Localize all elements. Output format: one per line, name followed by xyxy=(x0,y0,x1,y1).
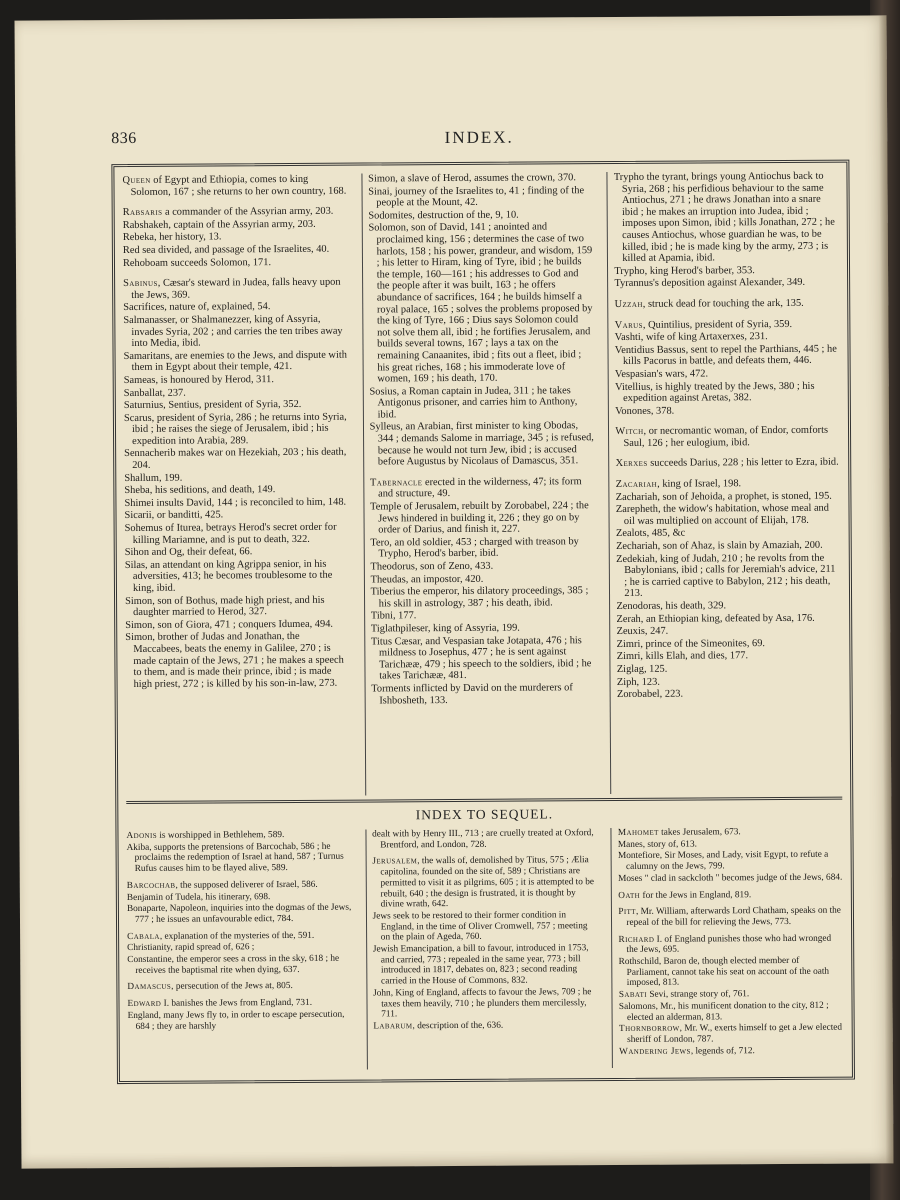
entry-text: Zachariah, son of Jehoida, a prophet, is stoned, 195. xyxy=(615,490,832,503)
index-entry xyxy=(617,625,842,638)
index-entry xyxy=(124,411,349,447)
entry-text: Jewish Emancipation, a bill to favour, introduced in 1753, and carried, 773 ; repealed in the same year, 773 ; bill introduced in 1817, debates on, 823 ; second reading carried in the House of Commons, 832. xyxy=(372,943,589,987)
index-entry xyxy=(617,688,842,701)
entry-text: takes Jerusalem, 673. xyxy=(658,827,741,838)
entry-text: , persecution of the Jews at, 805. xyxy=(171,981,293,993)
index-entry xyxy=(127,954,352,977)
index-entry xyxy=(618,850,843,873)
entry-lead: Tabernacle xyxy=(369,477,423,489)
entry-text: Ventidius Bassus, sent to repel the Parthians, 445 ; he kills Pacorus in battle, and defeats them, 446. xyxy=(614,343,837,368)
index-entry xyxy=(619,1045,844,1057)
index-entry xyxy=(123,244,348,257)
index-entry xyxy=(618,872,843,884)
index-entry xyxy=(618,838,843,850)
index-entry xyxy=(124,471,349,484)
index-entry xyxy=(127,841,352,874)
entry-text: , struck dead for touching the ark, 135. xyxy=(642,297,804,310)
index-entry xyxy=(123,218,348,231)
index-entry xyxy=(368,185,593,210)
entry-lead: Thornborrow xyxy=(618,1023,680,1035)
sequel-index xyxy=(126,827,843,1071)
sequel-column-1 xyxy=(126,830,352,1071)
index-entry xyxy=(616,457,841,470)
entry-text: Sheba, his seditions, and death, 149. xyxy=(124,484,276,497)
index-entry xyxy=(125,546,350,559)
index-entry xyxy=(123,301,348,314)
index-entry xyxy=(370,476,595,501)
entry-text: Salomons, Mr., his munificent donation to the city, 812 ; elected an alderman, 813. xyxy=(618,1000,829,1023)
main-index xyxy=(122,171,842,797)
main-column-3 xyxy=(607,171,842,794)
entry-text: Samaritans, are enemies to the Jews, and dispute with them in Egypt about their temple, 421. xyxy=(123,349,347,374)
entry-text: of Egypt and Ethiopia, comes to king Solomon, 167 ; she returns to her own country, 168. xyxy=(130,173,347,198)
entry-text: Christianity, rapid spread of, 626 ; xyxy=(127,942,255,954)
entry-text: Sodomites, destruction of the, 9, 10. xyxy=(368,209,519,222)
entry-text: Constantine, the emperor sees a cross in the sky, 618 ; he receives the baptismal rite when dying, 637. xyxy=(127,953,340,976)
entry-text: I. banishes the Jews from England, 731. xyxy=(161,998,313,1009)
entry-text: Salmanasser, or Shalmanezzer, king of Assyria, invades Syria, 202 ; and carries the ten tribes away into Media, ibid. xyxy=(123,313,343,350)
entry-lead: Mahomet xyxy=(617,827,659,839)
index-entry xyxy=(125,522,350,547)
index-entry xyxy=(615,298,840,311)
index-entry xyxy=(123,256,348,269)
index-entry xyxy=(370,500,595,536)
index-entry xyxy=(614,264,839,277)
entry-text: Shimei insults David, 144 ; is reconciled to him, 148. xyxy=(124,496,347,509)
index-entry xyxy=(371,635,596,683)
entry-text: for the Jews in England, 819. xyxy=(640,889,752,901)
index-entry xyxy=(125,618,350,631)
index-entry xyxy=(618,933,843,956)
entry-text: , Quintilius, president of Syria, 359. xyxy=(642,318,793,331)
entry-text: , explanation of the mysteries of the, 591. xyxy=(159,930,315,942)
entry-text: Simon, brother of Judas and Jonathan, the Maccabees, beats the enemy in Galilee, 270 ; is made captain of the Jews, 271 ; he makes a speech to them, and is made their prince, ibid ; is made high priest, 272 ; is killed by his son-in-law, 273. xyxy=(125,631,344,690)
entry-text: Sicarii, or banditti, 425. xyxy=(124,509,224,522)
index-entry xyxy=(127,981,352,993)
entry-text: Ziglag, 125. xyxy=(616,663,668,675)
entry-lead: Xerxes xyxy=(615,458,648,470)
index-entry xyxy=(616,612,841,625)
index-entry xyxy=(619,1023,844,1046)
entry-text: , Cæsar's steward in Judea, falls heavy upon the Jews, 369. xyxy=(131,276,341,301)
entry-text: Simon, son of Giora, 471 ; conquers Idumea, 494. xyxy=(125,618,334,631)
index-entry xyxy=(619,989,844,1001)
entry-text: Zimri, prince of the Simeonites, 69. xyxy=(616,637,766,650)
entry-text: , the supposed deliverer of Israel, 586. xyxy=(175,879,318,891)
index-entry xyxy=(124,386,349,399)
index-entry xyxy=(127,998,352,1010)
index-entry xyxy=(615,425,840,450)
entry-text: Sennacherib makes war on Hezekiah, 203 ; his death, 204. xyxy=(124,447,347,472)
entry-lead: Wandering Jews xyxy=(619,1046,691,1057)
entry-lead: Zacariah xyxy=(615,478,658,491)
entry-text: Rothschild, Baron de, though elected member of Parliament, cannot take his seat on account of the oath imposed, 813. xyxy=(618,955,830,989)
index-entry xyxy=(617,675,842,688)
index-entry xyxy=(125,594,350,619)
index-entry xyxy=(371,573,596,586)
entry-text: Shallum, 199. xyxy=(124,472,183,484)
entry-lead: Uzzah xyxy=(614,298,643,310)
main-column-2 xyxy=(361,172,596,795)
entry-text: is worshipped in Bethlehem, 589. xyxy=(156,830,285,841)
index-entry xyxy=(618,906,843,929)
index-entry xyxy=(619,1000,844,1023)
index-entry xyxy=(127,879,352,891)
index-entry xyxy=(370,536,595,561)
index-entry xyxy=(125,631,350,690)
index-entry xyxy=(373,987,598,1020)
entry-text: Simon, a slave of Herod, assumes the crown, 370. xyxy=(368,172,576,185)
index-entry xyxy=(615,343,840,368)
entry-text: Zealots, 485, &c xyxy=(615,528,686,540)
entry-text: Vashti, wife of king Artaxerxes, 231. xyxy=(614,331,768,344)
index-entry xyxy=(371,622,596,635)
index-entry xyxy=(615,368,840,381)
entry-text: Silas, an attendant on king Agrippa senior, in his adversities, 413; he becomes troublesome to the king, ibid. xyxy=(124,558,333,594)
index-entry xyxy=(123,314,348,350)
index-entry xyxy=(127,903,352,926)
entry-lead: Richard xyxy=(618,934,655,945)
entry-text: , the walls of, demolished by Titus, 575 ; Ælia capitolina, founded on the site of, 589 ; Christians are permitted to visit it as pilgrims, 605 ; it is attempted to be rebuilt, 640 ; the design is frustrated, it is thought by divine wrath, 642. xyxy=(380,855,595,910)
entry-text: Tero, an old soldier, 453 ; charged with treason by Trypho, Herod's barber, ibid. xyxy=(370,536,579,560)
sequel-column-3 xyxy=(611,827,844,1068)
entry-text: Montefiore, Sir Moses, and Lady, visit Egypt, to refute a calumny on the Jews, 799. xyxy=(617,850,829,873)
entry-text: Red sea divided, and passage of the Israelites, 40. xyxy=(122,243,330,256)
index-entry xyxy=(369,385,594,421)
entry-lead: Damascus xyxy=(127,982,172,993)
entry-text: John, King of England, affects to favour the Jews, 709 ; he taxes them heavily, 710 ; he plunders them mercilessly, 711. xyxy=(373,987,592,1020)
index-entry xyxy=(614,277,839,290)
entry-text: England, many Jews fly to, in order to escape persecution, 684 ; they are harshly xyxy=(127,1009,345,1032)
entry-text: Jews seek to be restored to their former condition in England, in the time of Oliver Cromwell, 757 ; meeting on the plain of Ageda, 760. xyxy=(372,910,588,943)
entry-text: Akiba, supports the pretensions of Barcochab, 586 ; he proclaims the redemption of Israel at hand, 587 ; Turnus Rufus causes him to be flayed alive, 589. xyxy=(126,841,344,875)
index-entry xyxy=(615,331,840,344)
index-entry xyxy=(617,637,842,650)
index-entry xyxy=(619,956,844,989)
entry-text: , description of the, 636. xyxy=(412,1020,504,1032)
index-entry xyxy=(124,349,349,374)
entry-text: erected in the wilderness, 47; its form and structure, 49. xyxy=(378,476,582,500)
entry-lead: Witch xyxy=(615,426,644,438)
entry-text: Sihon and Og, their defeat, 66. xyxy=(124,546,253,559)
entry-text: Zechariah, son of Ahaz, is slain by Amaziah, 200. xyxy=(616,539,823,553)
entry-text: Zimri, kills Elah, and dies, 177. xyxy=(616,650,749,663)
index-entry xyxy=(125,558,350,594)
index-entry xyxy=(372,856,597,911)
entry-text: Zenodoras, his death, 329. xyxy=(616,600,727,613)
entry-text: Trypho, king Herod's barber, 353. xyxy=(614,264,755,277)
index-entry xyxy=(127,930,352,942)
entry-lead: Edward xyxy=(127,998,162,1010)
entry-text: Tiglathpileser, king of Assyria, 199. xyxy=(370,622,520,635)
index-entry xyxy=(614,171,839,265)
entry-text: Tyrannus's deposition against Alexander, 349. xyxy=(614,277,806,290)
index-entry xyxy=(124,447,349,472)
index-entry xyxy=(123,277,348,302)
index-entry xyxy=(616,478,841,491)
sequel-title: INDEX TO SEQUEL. xyxy=(415,806,554,823)
index-entry xyxy=(127,942,352,954)
entry-text: Bonaparte, Napoleon, inquiries into the dogmas of the Jews, 777 ; he issues an unfavourable edict, 784. xyxy=(126,902,352,925)
entry-text: Manes, story of, 613. xyxy=(617,839,697,850)
entry-text: Rabshakeh, captain of the Assyrian army, 203. xyxy=(122,218,316,231)
entry-text: Theudas, an impostor, 420. xyxy=(370,573,484,586)
index-entry xyxy=(371,682,596,707)
entry-text: Scarus, president of Syria, 286 ; he returns into Syria, ibid ; he raises the siege of Jerusalem, ibid ; his expedition into Arabia, 289. xyxy=(123,411,347,447)
entry-lead: Rabsaris xyxy=(122,206,163,219)
entry-text: Vespasian's wars, 472. xyxy=(614,368,709,380)
index-entry xyxy=(123,231,348,244)
book-page xyxy=(15,15,894,1168)
entry-text: Sevi, strange story of, 761. xyxy=(646,989,750,1000)
entry-text: Sosius, a Roman captain in Judea, 311 ; he takes Antigonus prisoner, and carries him to Anthony, ibid. xyxy=(369,384,578,421)
entry-text: a commander of the Assyrian army, 203. xyxy=(162,205,334,218)
entry-text: Sylleus, an Arabian, first minister to king Obodas, 344 ; demands Salome in marriage, 345 ; is refused, because he would not turn Jew, ibid ; is accused before Augustus by Nicolaus of Damascus, 351. xyxy=(369,420,594,468)
entry-text: Ziph, 123. xyxy=(616,676,660,688)
entry-text: Sameas, is honoured by Herod, 311. xyxy=(123,374,274,386)
entry-text: Moses " clad in sackcloth " becomes judge of the Jews, 684. xyxy=(618,872,843,884)
entry-lead: Pitt xyxy=(618,907,636,918)
entry-text: Torments inflicted by David on the murderers of Ishbosheth, 133. xyxy=(371,682,573,706)
entry-lead: Sabati xyxy=(618,989,648,1001)
index-entry xyxy=(371,610,596,623)
index-entry xyxy=(128,1009,353,1032)
entry-text: Sohemus of Iturea, betrays Herod's secret order for killing Mariamne, and is put to death, 322. xyxy=(124,521,337,546)
entry-text: Sanballat, 237. xyxy=(123,387,186,399)
entry-lead: Cabala xyxy=(127,931,160,942)
entry-text: Sinai, journey of the Israelites to, 41 ; finding of the people at the Mount, 42. xyxy=(368,184,585,209)
index-entry xyxy=(616,600,841,613)
index-entry xyxy=(368,172,593,185)
page-number: 836 xyxy=(111,129,137,148)
entry-text: Zarepheth, the widow's habitation, whose meal and oil was multiplied on account of Elijah, 178. xyxy=(615,502,829,527)
entry-text: , or necromantic woman, of Endor, comforts Saul, 126 ; her eulogium, ibid. xyxy=(623,424,829,449)
sequel-column-2 xyxy=(365,828,598,1069)
entry-text: Rebeka, her history, 13. xyxy=(122,231,222,244)
entry-text: Trypho the tyrant, brings young Antiochus back to Syria, 268 ; his perfidious behaviour to the same Antiochus, 271 ; he draws Jonathan into a snare ibid ; he makes an irruption into Judea, ibid ; imposes upon Simon, ibid ; kills Jonathan, 272 ; he causes Antiochus, whose guardian he was, to be killed, ibid ; he is made king by the army, 273 ; is killed at Apamia, ibid. xyxy=(613,170,835,265)
index-entry xyxy=(615,318,840,331)
page-title: INDEX. xyxy=(444,127,514,148)
index-entry xyxy=(618,827,843,839)
main-column-1 xyxy=(122,174,350,797)
entry-text: Vonones, 378. xyxy=(615,405,675,417)
entry-text: , legends of, 712. xyxy=(690,1045,755,1057)
index-entry xyxy=(124,484,349,497)
index-entry xyxy=(122,174,347,199)
index-entry xyxy=(616,503,841,528)
entry-text: Tibni, 177. xyxy=(370,610,417,622)
entry-text: Simon, son of Bothus, made high priest, and his daughter married to Herod, 327. xyxy=(125,594,325,619)
index-entry xyxy=(368,209,593,222)
entry-text: Vitellius, is highly treated by the Jews, 380 ; his expedition against Aretas, 382. xyxy=(615,380,815,405)
entry-text: Zeuxis, 247. xyxy=(616,625,669,638)
entry-text: succeeds Darius, 228 ; his letter to Ezra, ibid. xyxy=(647,457,839,470)
index-entry xyxy=(370,560,595,573)
entry-lead: Varus xyxy=(614,319,643,331)
page-header xyxy=(111,124,847,154)
index-entry xyxy=(616,527,841,540)
entry-text: Rehoboam succeeds Solomon, 171. xyxy=(122,256,272,269)
index-entry xyxy=(370,421,595,469)
entry-lead: Barcochab xyxy=(126,880,176,891)
section-divider xyxy=(126,797,842,804)
entry-text: Solomon, son of David, 141 ; anointed and proclaimed king, 156 ; determines the case of two harlots, 158 ; his power, grandeur, and wisdom, 159 ; his letter to Hiram, king of Tyre, ibid ; he builds the temple, 160—161 ; his addresses to God and the people after it was built, 163 ; he offers abundance of sacrifices, 164 ; he builds himself a royal palace, 165 ; solves the problems proposed by the king of Tyre, 166 ; Dius says Solomon could not solve them all, ibid ; he fortifies Jerusalem, and builds several towns, 167 ; lays a tax on the remaining Canaanites, ibid ; fits out a fleet, ibid ; his great riches, 168 ; his immoderate love of women, 169 ; his death, 170. xyxy=(368,221,593,385)
index-entry xyxy=(373,943,598,987)
entry-text: Zedekiah, king of Judah, 210 ; he revolts from the Babylonians, ibid ; calls for Jeremiah's advice, 211 ; he is carried captive to Babylon, 212 ; his death, 213. xyxy=(616,552,836,600)
index-entry xyxy=(127,891,352,903)
entry-text: , king of Israel, 198. xyxy=(657,478,742,490)
index-entry xyxy=(616,552,841,600)
entry-text: , Mr. W., exerts himself to get a Jew elected sheriff of London, 787. xyxy=(627,1022,843,1045)
index-entry xyxy=(617,650,842,663)
entry-text: Tiberius the emperor, his dilatory proceedings, 385 ; his skill in astrology, 387 ; his death, ibid. xyxy=(370,585,589,610)
entry-lead: Labarum xyxy=(373,1021,413,1032)
index-entry xyxy=(615,404,840,417)
entry-text: Theodorus, son of Zeno, 433. xyxy=(370,560,494,573)
entry-text: Sacrifices, nature of, explained, 54. xyxy=(123,301,271,314)
entry-lead: Jerusalem xyxy=(372,856,418,867)
entry-text: Temple of Jerusalem, rebuilt by Zorobabel, 224 ; the Jews hindered in building it, 226 ; they go on by order of Darius, and finish it, 227. xyxy=(370,500,589,536)
index-entry xyxy=(617,663,842,676)
index-entry xyxy=(615,380,840,405)
index-entry xyxy=(124,374,349,387)
index-entry xyxy=(126,830,351,842)
entry-text: Zerah, an Ethiopian king, defeated by Asa, 176. xyxy=(616,612,815,625)
index-entry xyxy=(124,509,349,522)
entry-text: , Mr. William, afterwards Lord Chatham, speaks on the repeal of the bill for relieving the Jews, 773. xyxy=(626,905,841,928)
entry-lead: Adonis xyxy=(126,830,158,842)
index-frame xyxy=(111,160,855,1084)
index-entry xyxy=(372,828,597,851)
index-entry xyxy=(373,910,598,943)
entry-lead: Sabinus xyxy=(123,277,158,290)
index-entry xyxy=(124,399,349,412)
index-entry xyxy=(124,496,349,509)
index-entry xyxy=(371,585,596,610)
index-entry xyxy=(616,540,841,553)
entry-text: Zorobabel, 223. xyxy=(616,688,684,701)
entry-text: Saturnius, Sentius, president of Syria, 352. xyxy=(123,399,302,412)
index-entry xyxy=(616,490,841,503)
entry-text: Benjamin of Tudela, his itinerary, 698. xyxy=(126,891,271,903)
index-entry xyxy=(373,1020,598,1032)
entry-lead: Queen xyxy=(122,174,151,187)
index-entry xyxy=(123,206,348,219)
index-entry xyxy=(618,889,843,901)
entry-text: dealt with by Henry III., 713 ; are cruelly treated at Oxford, Brentford, and London, 728. xyxy=(372,828,594,851)
entry-text: Titus Cæsar, and Vespasian take Jotapata, 476 ; his mildness to Josephus, 477 ; he is sent against Tarichææ, 479 ; his speech to the soldiers, ibid ; he takes Tarichææ, 481. xyxy=(370,634,592,682)
entry-text: I. of England punishes those who had wronged the Jews, 695. xyxy=(626,933,832,956)
entry-lead: Oath xyxy=(618,890,641,901)
index-entry xyxy=(368,222,594,386)
